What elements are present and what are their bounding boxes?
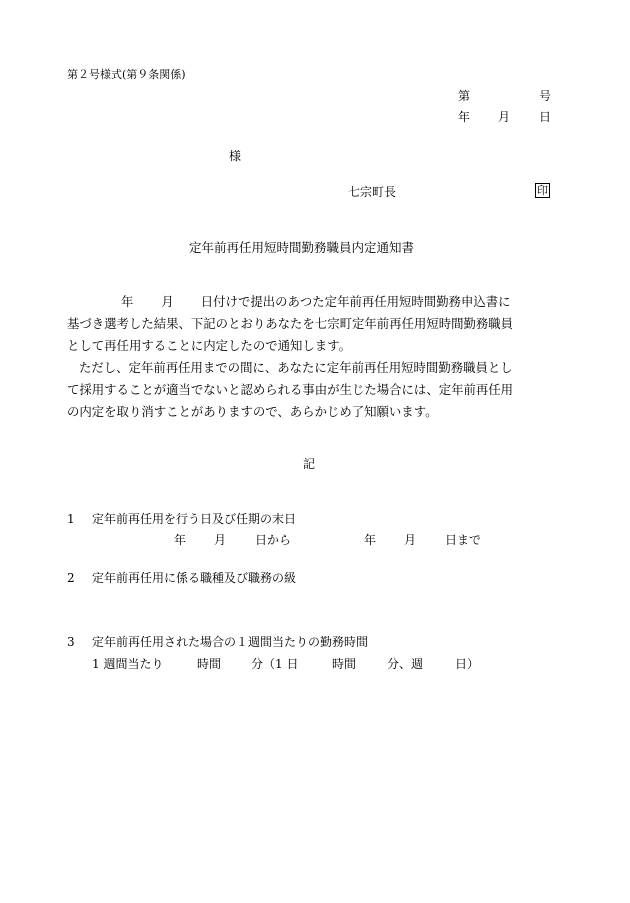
item-3-days: 日） (455, 657, 480, 671)
item-1-label: 定年前再任用を行う日及び任期の末日 (92, 512, 297, 526)
item-3-minutes: 分（1 日 (251, 657, 299, 671)
body-line-6: の内定を取り消すことがありますので、あらかじめ了知願います。 (67, 404, 438, 419)
document-title: 定年前再任用短時間勤務職員内定通知書 (189, 240, 415, 255)
item-1-number: 1 (67, 512, 75, 526)
ki-heading: 記 (303, 457, 316, 471)
number-suffix: 号 (539, 89, 552, 103)
body-line-4: ただし、定年前再任用までの間に、あなたに定年前再任用短時間勤務職員とし (79, 360, 513, 375)
body-line-3: として再任用することに内定したので通知します。 (67, 338, 351, 353)
body-year-label: 年 (121, 294, 134, 309)
addressee-honorific: 様 (229, 149, 242, 163)
body-line-1-text: 日付けで提出のあつた定年前再任用短時間勤務申込書に (200, 294, 511, 309)
item-1-from-year: 年 (174, 533, 187, 547)
item-1-to-day: 日まで (445, 533, 482, 547)
body-line-2: 基づき選考した結果、下記のとおりあなたを七宗町定年前再任用短時間勤務職員 (67, 316, 514, 331)
item-3-number: 3 (67, 635, 75, 649)
body-line-1 (67, 291, 511, 313)
item-3-label: 定年前再任用された場合の１週間当たりの勤務時間 (92, 635, 369, 649)
item-1-from-month: 月 (214, 533, 227, 547)
item-2-label: 定年前再任用に係る職種及び職務の級 (92, 571, 297, 585)
item-3-hours: 時間 (197, 657, 222, 671)
date-month-label: 月 (498, 110, 511, 124)
item-1-to-year: 年 (364, 533, 377, 547)
item-1-to-month: 月 (404, 533, 417, 547)
sender-name: 七宗町長 (348, 185, 397, 199)
body-line-5: て採用することが適当でないと認められる事由が生じた場合には、定年前再任用 (67, 382, 514, 397)
item-1-from-day: 日から (255, 533, 292, 547)
number-prefix: 第 (458, 89, 471, 103)
seal-mark: 印 (537, 184, 548, 197)
item-3-minutes-2: 分、週 (387, 657, 424, 671)
item-2-number: 2 (67, 571, 75, 585)
form-label: 第２号様式(第９条関係) (67, 68, 186, 81)
date-day-label: 日 (539, 110, 552, 124)
item-3-hours-2: 時間 (332, 657, 357, 671)
date-year-label: 年 (458, 110, 471, 124)
body-month-label: 月 (161, 294, 174, 309)
item-3-week-prefix: 1 週間当たり (92, 657, 164, 671)
